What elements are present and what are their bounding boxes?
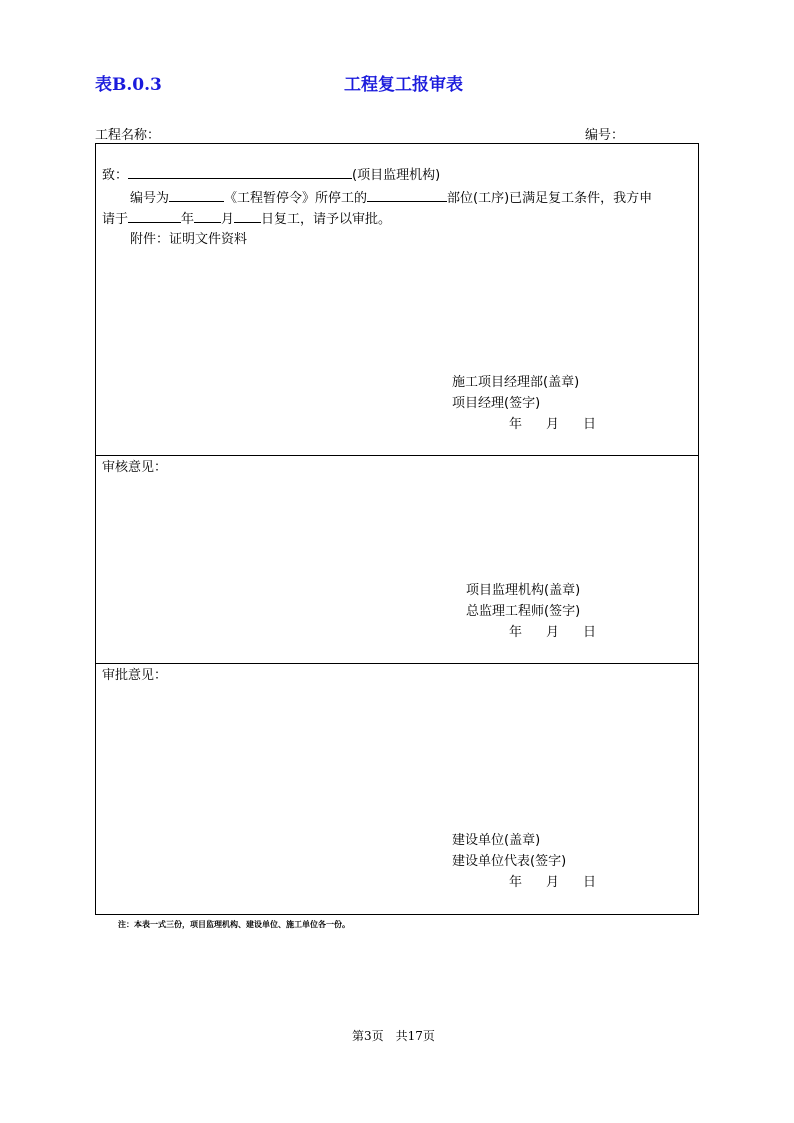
- resume-month-blank[interactable]: [194, 209, 221, 223]
- owner-rep-sign-label: 建设单位代表(签字): [452, 854, 567, 869]
- date-month: 月: [546, 875, 560, 890]
- to-suffix: (项目监理机构): [352, 168, 441, 183]
- chief-supervisor-sign-label: 总监理工程师(签字): [466, 604, 581, 619]
- form-number-label: 编号：: [585, 128, 625, 143]
- form-code: 表B.0.3: [95, 75, 162, 95]
- to-prefix: 致：: [102, 168, 129, 183]
- approval-opinion-label: 审批意见：: [102, 668, 168, 683]
- project-name-label: 工程名称：: [95, 128, 161, 143]
- request-line-1: [130, 188, 652, 207]
- date-year: 年: [509, 875, 523, 890]
- date-day: 日: [583, 875, 597, 890]
- contractor-seal-label: 施工项目经理部(盖章): [452, 375, 580, 390]
- condition-met-text: 部位(工序)已满足复工条件，我方申: [447, 191, 653, 206]
- supervisor-seal-label: 项目监理机构(盖章): [466, 583, 581, 598]
- application-section: [95, 143, 699, 456]
- stop-order-number-blank[interactable]: [169, 188, 224, 202]
- year-text: 年: [181, 212, 195, 227]
- date-month: 月: [546, 625, 560, 640]
- approval-section: [95, 663, 699, 915]
- review-section: [95, 455, 699, 664]
- resume-approval-text: 日复工，请予以审批。: [261, 212, 392, 227]
- number-is-text: 编号为: [130, 191, 170, 206]
- date-day: 日: [583, 417, 597, 432]
- date-year: 年: [509, 625, 523, 640]
- footnote: 注：本表一式三份，项目监理机构、建设单位、施工单位各一份。: [118, 920, 350, 929]
- date-month: 月: [546, 417, 560, 432]
- stopped-part-blank[interactable]: [367, 188, 447, 202]
- addressee-blank[interactable]: [128, 165, 352, 179]
- review-opinion-label: 审核意见：: [102, 460, 168, 475]
- sign-date-2: [509, 624, 596, 641]
- owner-seal-label: 建设单位(盖章): [452, 833, 541, 848]
- attachment-line: 附件：证明文件资料: [130, 232, 248, 247]
- stop-order-text: 《工程暂停令》所停工的: [224, 191, 368, 206]
- project-manager-sign-label: 项目经理(签字): [452, 396, 541, 411]
- addressee-line: [102, 165, 440, 184]
- date-year: 年: [509, 417, 523, 432]
- form-title: 工程复工报审表: [344, 75, 463, 95]
- resume-year-blank[interactable]: [128, 209, 181, 223]
- resume-day-blank[interactable]: [234, 209, 261, 223]
- page-number: 第3页 共17页: [352, 1029, 435, 1043]
- sign-date-3: [509, 874, 596, 891]
- sign-date-1: [509, 416, 596, 433]
- date-day: 日: [583, 625, 597, 640]
- month-text: 月: [221, 212, 235, 227]
- apply-on-text: 请于: [102, 212, 129, 227]
- request-line-2: [102, 209, 391, 228]
